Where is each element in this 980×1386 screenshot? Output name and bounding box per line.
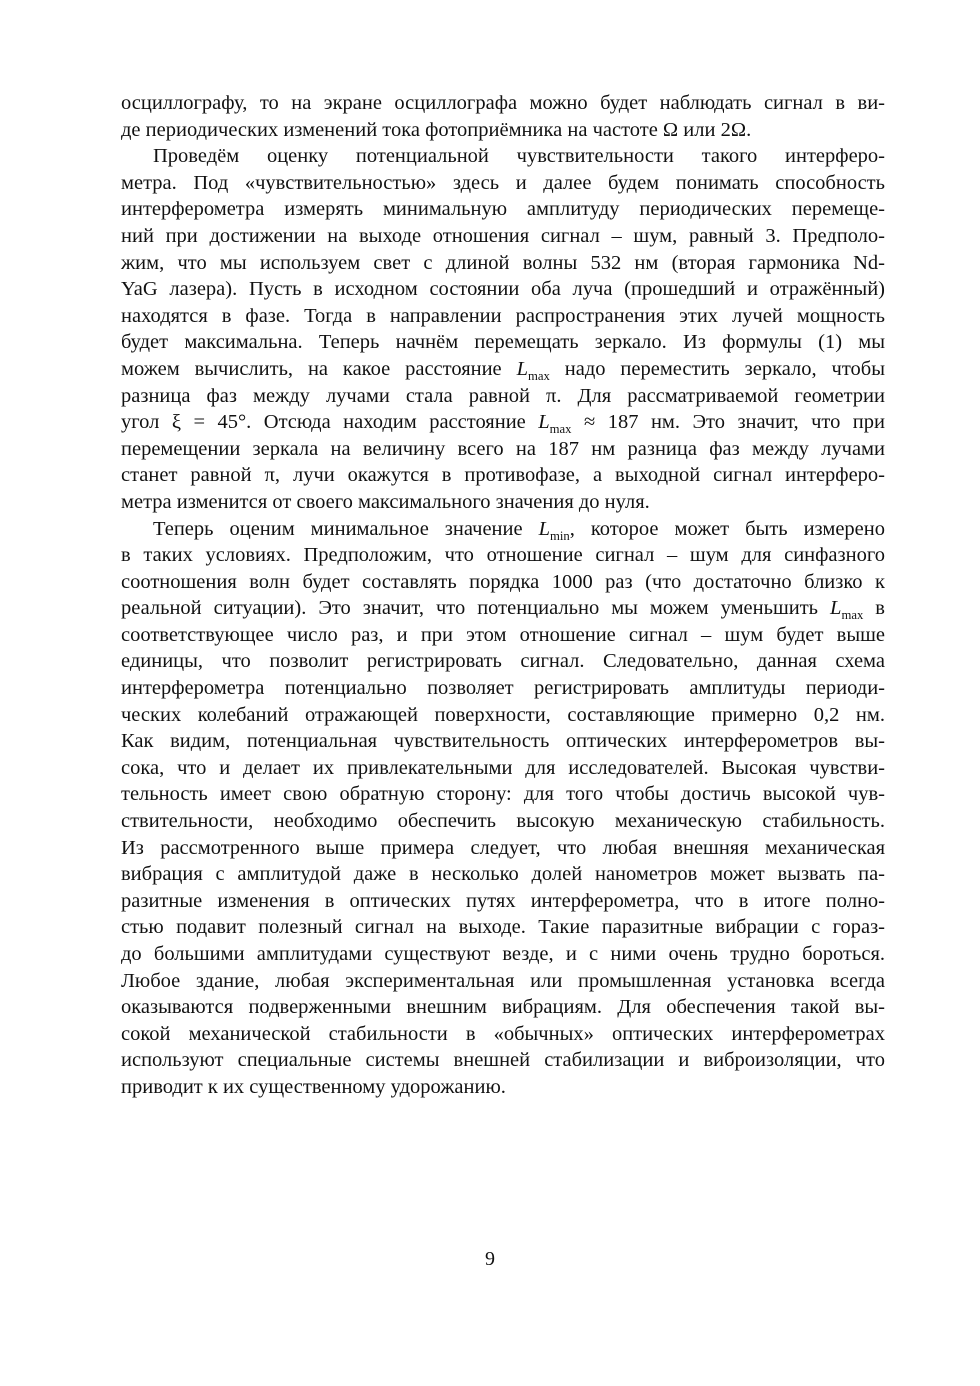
paragraph bbox=[121, 516, 885, 1101]
text-line: метра. Под «чувствительностью» здесь и далее будем понимать способность bbox=[121, 171, 885, 194]
text-line: до большими амплитудами существуют везде, и с ними очень трудно бороться. bbox=[121, 943, 885, 965]
text-line: Любое здание, любая экспериментальная или промышленная установка всегда bbox=[121, 969, 885, 992]
text-line: используют специальные системы внешней стабилизации и виброизоляции, что bbox=[121, 1049, 885, 1072]
text-line: будет максимальна. Теперь начнём перемещать зеркало. Из формулы (1) мы bbox=[121, 331, 885, 354]
paragraph bbox=[121, 90, 885, 143]
text-line: находятся в фазе. Тогда в направлении распространения этих лучей мощность bbox=[121, 304, 885, 327]
text-line: метра изменится от своего максимального значения до нуля. bbox=[121, 490, 650, 513]
text-line: Из рассмотренного выше примера следует, что любая внешняя механическая bbox=[121, 836, 885, 859]
text-line: Как видим, потенциальная чувствительность оптических интерферометров вы- bbox=[121, 730, 885, 753]
text-line: ствительности, необходимо обеспечить высокую механическую стабильность. bbox=[121, 810, 885, 833]
page-number: 9 bbox=[485, 1248, 495, 1270]
text-line: разитные изменения в оптических путях интерферометра, что в итоге полно- bbox=[121, 889, 885, 912]
text-line: ний при достижении на выходе отношения сигнал – шум, равный 3. Предполо- bbox=[121, 224, 885, 247]
text-line: ческих колебаний отражающей поверхности, составляющие примерно 0,2 нм. bbox=[121, 703, 885, 726]
text-line: осциллографу, то на экране осциллографа можно будет наблюдать сигнал в ви- bbox=[121, 92, 885, 114]
text-line: сока, что и делает их привлекательными для исследователей. Высокая чувстви- bbox=[121, 756, 885, 779]
text-line: сокой механической стабильности в «обычных» оптических интерферометрах bbox=[121, 1022, 885, 1045]
text-line: жим, что мы используем свет с длиной волны 532 нм (вторая гармоника Nd- bbox=[121, 251, 885, 274]
text-line: угол ξ = 45°. Отсюда находим расстояние $L_{max} \approx 187$ нм. Это значит, что при bbox=[121, 411, 885, 437]
text-line: можем вычислить, на какое расстояние $L_{max}$ надо переместить зеркало, чтобы bbox=[121, 357, 885, 384]
text-line: Теперь оценим минимальное значение $L_{min}$, которое может быть измерено bbox=[153, 517, 886, 543]
text-line: YaG лазера). Пусть в исходном состоянии оба луча (прошедший и отражённый) bbox=[121, 278, 885, 301]
text-line: станет равной π, лучи окажутся в противофазе, а выходной сигнал интерферо- bbox=[121, 464, 885, 487]
text-line: стью подавит полезный сигнал на выходе. Такие паразитные вибрации с гораз- bbox=[121, 916, 885, 939]
text-line: реальной ситуации). Это значит, что потенциально мы можем уменьшить $L_{max}$ в bbox=[121, 597, 885, 623]
text-line: де периодических изменений тока фотоприёмника на частоте Ω или 2Ω. bbox=[121, 118, 752, 141]
body-text bbox=[121, 90, 885, 1101]
text-line: вибрация с амплитудой даже в несколько долей нанометров может вызвать па- bbox=[121, 863, 885, 886]
text-line: соотношения волн будет составлять порядка 1000 раз (что достаточно близко к bbox=[121, 570, 885, 593]
text-line: интерферометра измерять минимальную амплитуду периодических перемеще- bbox=[121, 198, 885, 221]
text-line: приводит к их существенному удорожанию. bbox=[121, 1075, 506, 1098]
text-line: разница фаз между лучами стала равной π. Для рассматриваемой геометрии bbox=[121, 384, 885, 407]
text-line: в таких условиях. Предположим, что отношение сигнал – шум для синфазного bbox=[121, 544, 885, 567]
text-line: единицы, что позволит регистрировать сигнал. Следовательно, данная схема bbox=[121, 650, 885, 673]
text-line: перемещении зеркала на величину всего на 187 нм разница фаз между лучами bbox=[121, 437, 885, 460]
page-body bbox=[121, 90, 885, 1101]
text-line: оказываются подверженными внешним вибрациям. Для обеспечения такой вы- bbox=[121, 996, 885, 1019]
text-line: тельность имеет свою обратную сторону: для того чтобы достичь высокой чув- bbox=[121, 783, 885, 806]
text-line: интерферометра потенциально позволяет регистрировать амплитуды периоди- bbox=[121, 677, 885, 700]
text-line: Проведём оценку потенциальной чувствительности такого интерферо- bbox=[153, 145, 885, 168]
paragraph bbox=[121, 143, 885, 515]
text-line: соответствующее число раз, и при этом отношение сигнал – шум будет выше bbox=[121, 623, 885, 646]
